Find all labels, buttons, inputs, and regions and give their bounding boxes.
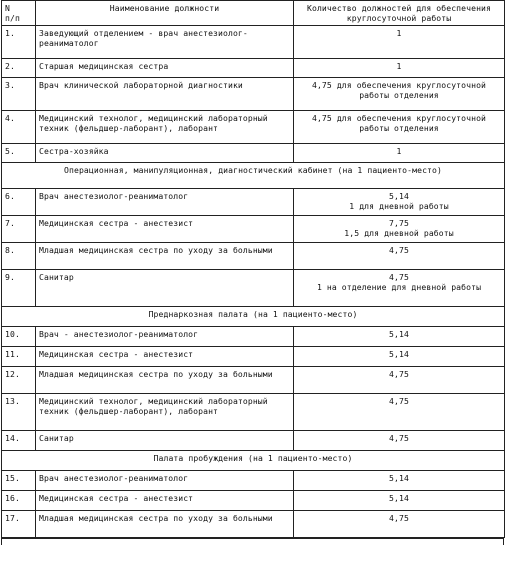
position-count: 4,75	[294, 243, 505, 270]
position-name: Сестра-хозяйка	[36, 144, 294, 163]
position-count: 7,75 1,5 для дневной работы	[294, 216, 505, 243]
position-count: 5,14	[294, 471, 505, 491]
section-title: Палата пробуждения (на 1 пациенто-место)	[2, 451, 505, 471]
position-name: Медицинский технолог, медицинский лабораторный техник (фельдшер-лаборант), лаборант	[36, 394, 294, 431]
position-count: 4,75	[294, 367, 505, 394]
position-name: Врач анестезиолог-реаниматолог	[36, 189, 294, 216]
position-name: Старшая медицинская сестра	[36, 59, 294, 78]
position-count: 4,75 1 на отделение для дневной работы	[294, 270, 505, 307]
row-number: 15.	[2, 471, 36, 491]
table-row	[2, 327, 505, 347]
position-count: 5,14 1 для дневной работы	[294, 189, 505, 216]
row-number: 14.	[2, 431, 36, 451]
row-number: 2.	[2, 59, 36, 78]
table-row	[2, 144, 505, 163]
table-row	[2, 59, 505, 78]
position-name: Медицинская сестра - анестезист	[36, 347, 294, 367]
section-row	[2, 163, 505, 189]
header-position-name: Наименование должности	[36, 1, 294, 26]
position-count: 1	[294, 144, 505, 163]
row-number: 10.	[2, 327, 36, 347]
row-number: 16.	[2, 491, 36, 511]
position-name: Младшая медицинская сестра по уходу за больными	[36, 243, 294, 270]
row-number: 1.	[2, 26, 36, 59]
table-row	[2, 216, 505, 243]
table-continuation	[1, 538, 504, 545]
table-row	[2, 471, 505, 491]
table-body	[2, 26, 505, 538]
position-name: Врач - анестезиолог-реаниматолог	[36, 327, 294, 347]
header-position-count: Количество должностей для обеспечения круглосуточной работы	[294, 1, 505, 26]
position-name: Санитар	[36, 270, 294, 307]
table-row	[2, 367, 505, 394]
table-row	[2, 26, 505, 59]
position-name: Медицинская сестра - анестезист	[36, 216, 294, 243]
row-number: 7.	[2, 216, 36, 243]
table-header-row	[2, 1, 505, 26]
position-count: 5,14	[294, 347, 505, 367]
row-number: 11.	[2, 347, 36, 367]
row-number: 8.	[2, 243, 36, 270]
section-row	[2, 307, 505, 327]
table-row	[2, 78, 505, 111]
table-row	[2, 243, 505, 270]
position-name: Медицинская сестра - анестезист	[36, 491, 294, 511]
table-row	[2, 394, 505, 431]
table-row	[2, 111, 505, 144]
position-count: 4,75 для обеспечения круглосуточной работы отделения	[294, 111, 505, 144]
section-title: Операционная, манипуляционная, диагностический кабинет (на 1 пациенто-место)	[2, 163, 505, 189]
position-name: Врач анестезиолог-реаниматолог	[36, 471, 294, 491]
table-row	[2, 347, 505, 367]
position-name: Младшая медицинская сестра по уходу за больными	[36, 367, 294, 394]
position-count: 5,14	[294, 327, 505, 347]
position-count: 1	[294, 26, 505, 59]
position-name: Медицинский технолог, медицинский лабораторный техник (фельдшер-лаборант), лаборант	[36, 111, 294, 144]
table-row	[2, 491, 505, 511]
row-number: 12.	[2, 367, 36, 394]
position-name: Врач клинической лабораторной диагностики	[36, 78, 294, 111]
table-row	[2, 431, 505, 451]
position-count: 4,75	[294, 394, 505, 431]
position-name: Заведующий отделением - врач анестезиолог-реаниматолог	[36, 26, 294, 59]
row-number: 3.	[2, 78, 36, 111]
position-name: Санитар	[36, 431, 294, 451]
position-count: 5,14	[294, 491, 505, 511]
row-number: 5.	[2, 144, 36, 163]
position-name: Младшая медицинская сестра по уходу за больными	[36, 511, 294, 538]
header-number: N п/п	[2, 1, 36, 26]
table-row	[2, 270, 505, 307]
row-number: 4.	[2, 111, 36, 144]
table-row	[2, 511, 505, 538]
staffing-table	[1, 0, 505, 538]
section-title: Преднаркозная палата (на 1 пациенто-место)	[2, 307, 505, 327]
position-count: 1	[294, 59, 505, 78]
table-row	[2, 189, 505, 216]
row-number: 9.	[2, 270, 36, 307]
position-count: 4,75	[294, 431, 505, 451]
row-number: 13.	[2, 394, 36, 431]
row-number: 6.	[2, 189, 36, 216]
section-row	[2, 451, 505, 471]
row-number: 17.	[2, 511, 36, 538]
document-page	[1, 0, 504, 545]
position-count: 4,75 для обеспечения круглосуточной работы отделения	[294, 78, 505, 111]
position-count: 4,75	[294, 511, 505, 538]
